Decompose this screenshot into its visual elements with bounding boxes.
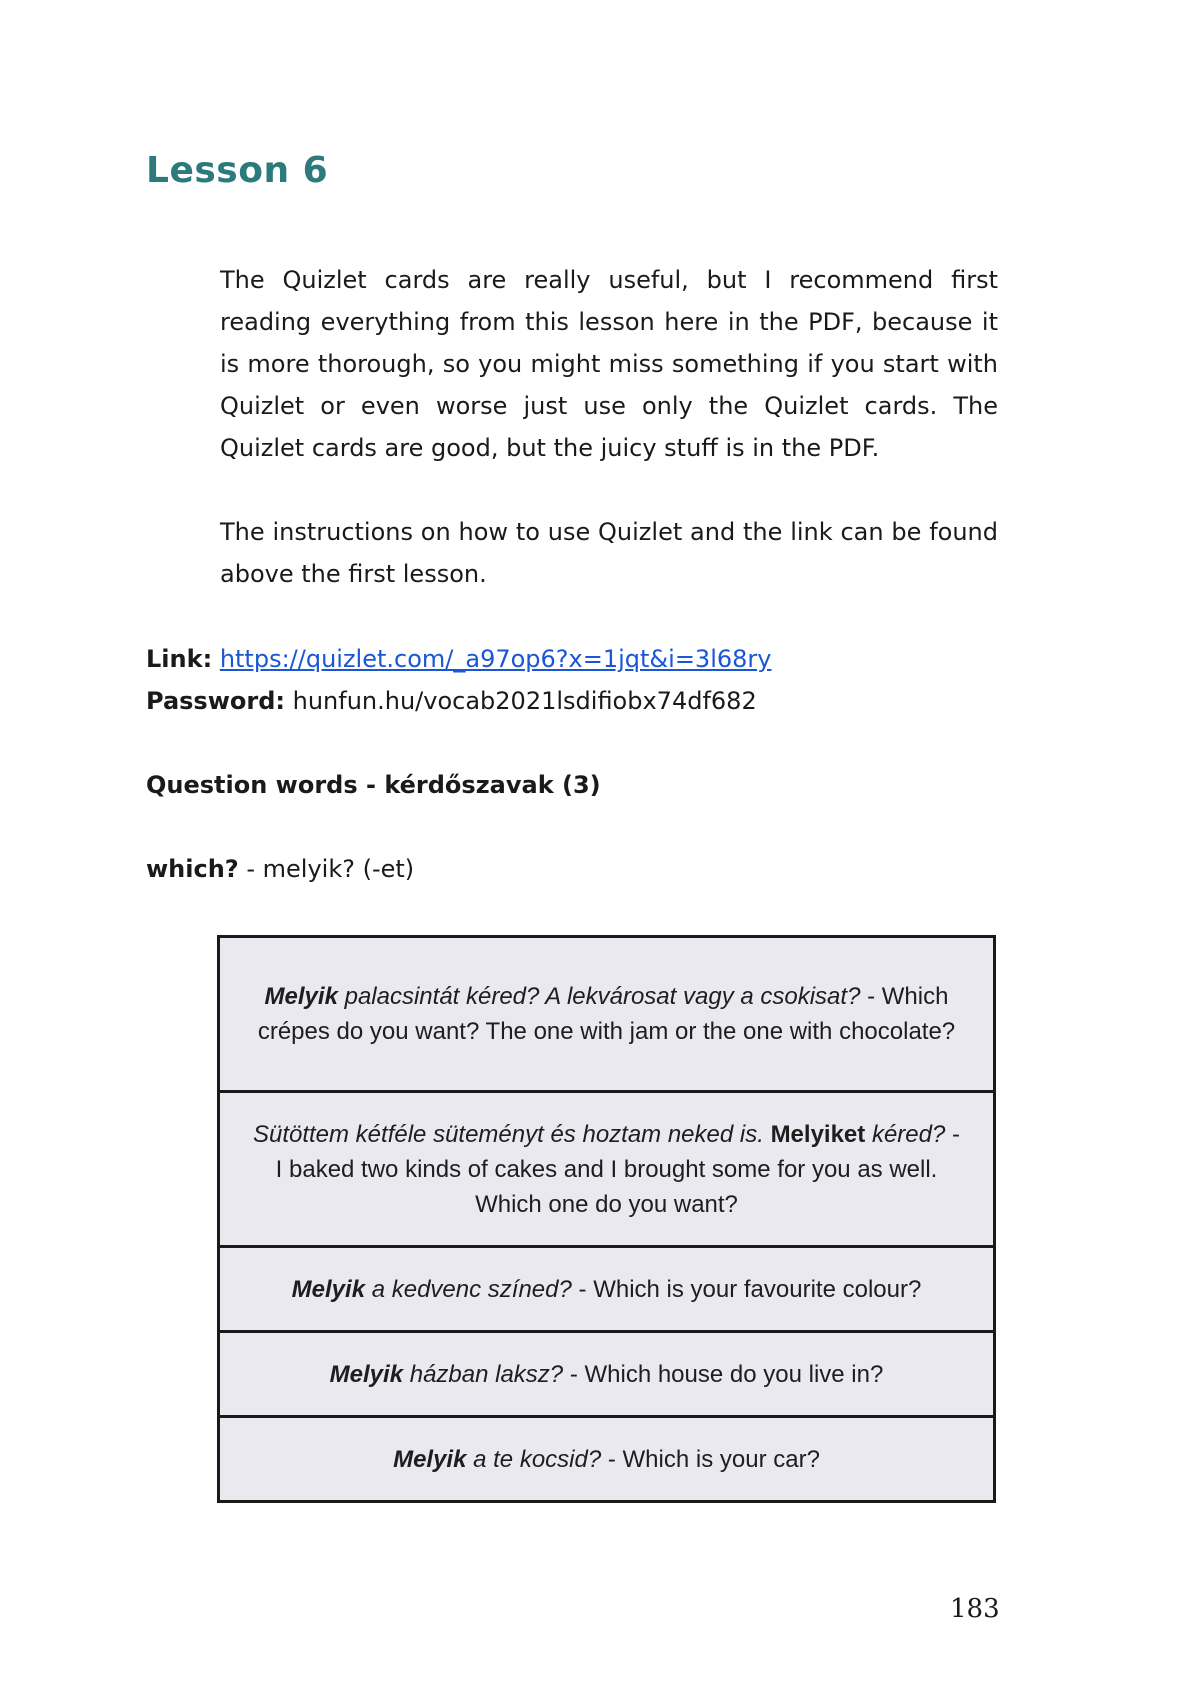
- example-cell: [219, 1417, 995, 1502]
- example-cell: [219, 937, 995, 1092]
- example-hungarian: házban laksz?: [403, 1360, 564, 1388]
- example-row: [219, 1092, 995, 1247]
- password-label: Password:: [146, 687, 285, 715]
- example-row: [219, 1332, 995, 1417]
- example-translation: - Which is your car?: [601, 1445, 820, 1473]
- example-row: [219, 937, 995, 1092]
- vocab-hungarian: - melyik? (-et): [238, 855, 415, 883]
- example-keyword: Melyik: [291, 1275, 366, 1303]
- password-line: [146, 680, 757, 722]
- page-number: 183: [950, 1594, 1000, 1624]
- example-translation: - Which house do you live in?: [563, 1360, 884, 1388]
- quizlet-link[interactable]: https://quizlet.com/_a97op6?x=1jqt&i=3l68ry: [219, 645, 772, 673]
- example-keyword: Melyik: [264, 983, 338, 1010]
- link-label: Link:: [146, 645, 213, 673]
- example-hungarian-pre: Sütöttem kétféle süteményt és hoztam neked is.: [252, 1120, 771, 1148]
- link-line: [146, 638, 771, 680]
- intro-paragraph-2: The instructions on how to use Quizlet and the link can be found above the first lesson.: [220, 518, 998, 588]
- lesson-title: Lesson 6: [146, 150, 329, 191]
- example-cell: [219, 1332, 995, 1417]
- example-keyword: Melyik: [393, 1445, 467, 1473]
- example-translation: - Which is your favourite colour?: [571, 1275, 922, 1303]
- section-heading: Question words - kérdőszavak (3): [146, 771, 601, 799]
- examples-table: [217, 935, 996, 1503]
- example-keyword: Melyiket: [770, 1120, 866, 1148]
- intro-paragraph-1: The Quizlet cards are really useful, but I recommend first reading everything from this lesson here in the PDF, because it is more thorough, so you might miss something if you start with Quizlet or even worse just use only the Quizlet cards. The Quizlet cards are good, but the juicy stuff is in the PDF.: [220, 266, 998, 462]
- example-translation: - I baked two kinds of cakes and I brought some for you as well. Which one do you want?: [275, 1120, 961, 1218]
- vocab-entry: [146, 848, 414, 890]
- example-hungarian: palacsintát kéred? A lekvárosat vagy a csokisat?: [337, 983, 861, 1010]
- example-row: [219, 1417, 995, 1502]
- example-translation: - Which crépes do you want? The one with jam or the one with chocolate?: [257, 983, 956, 1045]
- example-hungarian: a te kocsid?: [466, 1445, 602, 1473]
- example-cell: [219, 1092, 995, 1247]
- password-value: hunfun.hu/vocab2021lsdifiobx74df682: [292, 687, 757, 715]
- example-hungarian: kéred?: [865, 1120, 946, 1148]
- example-hungarian: a kedvenc színed?: [365, 1275, 572, 1303]
- vocab-english: which?: [146, 855, 239, 883]
- example-row: [219, 1247, 995, 1332]
- example-keyword: Melyik: [329, 1360, 404, 1388]
- example-cell: [219, 1247, 995, 1332]
